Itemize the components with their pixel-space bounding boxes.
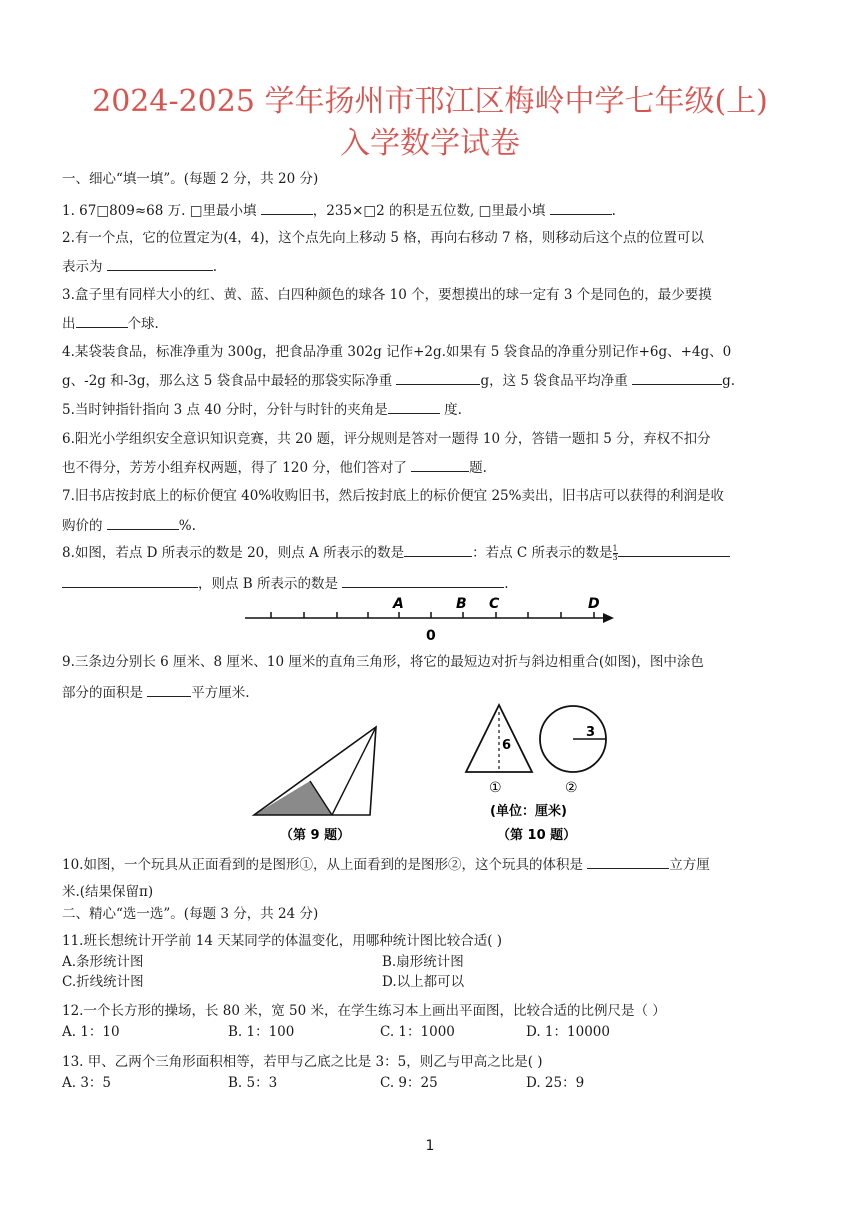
unit-label: (单位：厘米): [490, 804, 567, 819]
question-6-line1: 6.阳光小学组织安全意识知识竞赛，共 20 题，评分规则是答对一题得 10 分，答错一题扣 5 分，弃权不扣分: [62, 431, 711, 447]
figure-9-caption: （第 9 题）: [280, 828, 351, 843]
question-12-option-c[interactable]: C. 1：1000: [380, 1024, 455, 1040]
title-line1: 2024-2025 学年扬州市邗江区梅岭中学七年级(上): [92, 84, 768, 119]
point-label-b: B: [456, 596, 467, 612]
question-7-line2: 购价的 %.: [62, 518, 196, 534]
question-8-line2: ，则点 B 所表示的数是 .: [62, 574, 509, 593]
question-11-stem: 11.班长想统计开学前 14 天某同学的体温变化，用哪种统计图比较合适( ): [62, 933, 503, 949]
question-12-stem: 12.一个长方形的操场，长 80 米，宽 50 米，在学生练习本上画出平面图，比较合适的比例尺是（ ）: [62, 1003, 666, 1019]
number-line-arrow-icon: [603, 613, 614, 623]
fraction-one-third: $\frac{1}{3}$: [612, 544, 618, 562]
question-7-line1: 7.旧书店按封底上的标价便宜 40%收购旧书，然后按封底上的标价便宜 25%卖出，旧书店可以获得的利润是收: [62, 488, 724, 504]
radius-label: 3: [586, 725, 596, 740]
page-number: 1: [425, 1138, 435, 1154]
height-label: 6: [502, 738, 512, 753]
question-4-line2: g、-2g 和-3g，那么这 5 袋食品中最轻的那袋实际净重 g，这 5 袋食品平均净重 g.: [62, 373, 736, 389]
question-11-option-b[interactable]: B.扇形统计图: [382, 954, 464, 970]
question-12-option-a[interactable]: A. 1：10: [62, 1024, 120, 1040]
question-13-option-d[interactable]: D. 25：9: [526, 1075, 585, 1091]
question-3-line2: 出 个球.: [62, 316, 159, 332]
answer-blank[interactable]: [147, 683, 191, 697]
question-11-option-a[interactable]: A.条形统计图: [62, 954, 144, 970]
title-line2: 入学数学试卷: [340, 126, 520, 161]
figure-mark-1: ①: [489, 780, 502, 796]
section1-heading: 一、细心“填一填”。(每题 2 分，共 20 分): [62, 171, 319, 187]
origin-label: 0: [426, 628, 436, 644]
question-9-line2: 部分的面积是 平方厘米.: [62, 685, 250, 701]
question-6-line2: 也不得分，芳芳小组弃权两题，得了 120 分，他们答对了 题.: [62, 460, 487, 476]
point-label-c: C: [489, 596, 500, 612]
question-9-line1: 9.三条边分别长 6 厘米、8 厘米、10 厘米的直角三角形，将它的最短边对折与斜边相重合(如图)，图中涂色: [62, 654, 704, 670]
question-2-line2: 表示为 .: [62, 259, 218, 275]
question-8-line1: 8.如图，若点 D 所表示的数是 20，则点 A 所表示的数是 ：若点 C 所表示的数是 $\frac{1}{3}$: [62, 543, 730, 562]
point-label-a: A: [393, 596, 404, 612]
question-12-option-b[interactable]: B. 1：100: [228, 1024, 295, 1040]
question-13-option-c[interactable]: C. 9：25: [380, 1075, 438, 1091]
figure-10: [466, 705, 606, 843]
question-3-line1: 3.盒子里有同样大小的红、黄、蓝、白四种颜色的球各 10 个，要想摸出的球一定有 3 个是同色的，最少要摸: [62, 287, 712, 303]
section2-heading: 二、精心“选一选”。(每题 3 分，共 24 分): [62, 906, 319, 922]
question-11-option-d[interactable]: D.以上都可以: [382, 974, 465, 990]
question-13-stem: 13. 甲、乙两个三角形面积相等，若甲与乙底之比是 3：5，则乙与甲高之比是( ): [62, 1054, 543, 1070]
answer-blank[interactable]: [587, 855, 669, 869]
question-4-line1: 4.某袋装食品，标准净重为 300g，把食品净重 302g 记作+2g.如果有 5 袋食品的净重分别记作+6g、+4g、0: [62, 344, 732, 360]
question-12-option-d[interactable]: D. 1：10000: [526, 1024, 610, 1040]
figure-mark-2: ②: [565, 780, 578, 796]
question-10-line2: 米.(结果保留π): [62, 884, 154, 900]
question-13-option-a[interactable]: A. 3：5: [62, 1075, 112, 1091]
figure-10-caption: （第 10 题）: [497, 828, 577, 843]
question-1: 1. 67□809≈68 万. □里最小填 ，235×□2 的积是五位数, □里最小填 .: [62, 203, 616, 219]
question-11-option-c[interactable]: C.折线统计图: [62, 974, 144, 990]
question-5: 5.当时钟指针指向 3 点 40 分时，分针与时针的夹角是 度.: [62, 402, 462, 418]
question-10-line1: 10.如图，一个玩具从正面看到的是图形①，从上面看到的是图形②，这个玩具的体积是 立方厘: [62, 857, 710, 873]
question-13-option-b[interactable]: B. 5：3: [228, 1075, 278, 1091]
point-label-d: D: [588, 596, 600, 612]
question-2-line1: 2.有一个点，它的位置定为(4，4)，这个点先向上移动 5 格，再向右移动 7 格，则移动后这个点的位置可以: [62, 230, 704, 246]
figure-9: [254, 727, 376, 843]
